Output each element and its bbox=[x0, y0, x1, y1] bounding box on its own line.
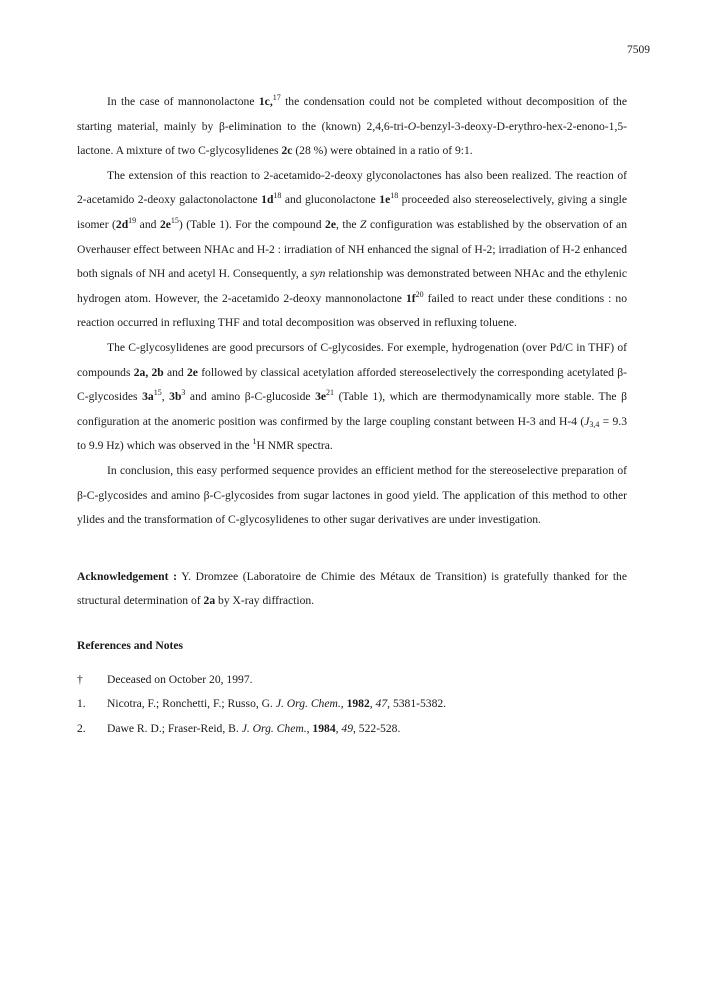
reference-superscript: 21 bbox=[326, 388, 335, 398]
page-number: 7509 bbox=[627, 44, 650, 56]
text-run: and bbox=[136, 217, 160, 231]
compound-label: 2c bbox=[281, 144, 293, 158]
paragraph-conclusion: In conclusion, this easy performed sequence provides an efficient method for the stereoselective preparation of β-C-glycosides and amino β-C-glycosides from sugar lactones in good yield. The application of this method to other ylides and the transformation of C-glycosylidenes to other sugar derivatives are under investigation. bbox=[77, 463, 627, 527]
compound-label: 2a, 2b bbox=[133, 365, 164, 379]
compound-label: 2e bbox=[159, 217, 171, 231]
compound-label: 2d bbox=[115, 217, 129, 231]
text-run: , the bbox=[335, 217, 361, 231]
text-run: (28 %) were obtained in a ratio of 9:1. bbox=[292, 144, 473, 158]
reference-year: 1984 bbox=[312, 722, 336, 736]
compound-label: 3b bbox=[169, 390, 182, 404]
reference-item bbox=[77, 668, 627, 693]
text-run: and amino β-C-glucoside bbox=[185, 390, 316, 404]
reference-text bbox=[107, 692, 627, 717]
text-run: The extension of this reaction to 2-acetamido-2-deoxy glyconolactones has also been realized. The reaction of 2-acetamido 2-deoxy galactonolactone bbox=[77, 168, 627, 207]
compound-label: 1d bbox=[261, 193, 274, 207]
text-run: , bbox=[369, 697, 376, 711]
text-run: , bbox=[306, 722, 313, 736]
reference-text: Deceased on October 20, 1997. bbox=[107, 672, 253, 686]
reference-marker: 1. bbox=[77, 697, 86, 711]
compound-label: 2a bbox=[203, 594, 216, 608]
text-run: Y. Dromzee (Laboratoire de Chimie des Métaux de Transition) is gratefully thanked for the structural determination of bbox=[77, 569, 627, 608]
text-run: and gluconolactone bbox=[281, 193, 380, 207]
text-run: , bbox=[340, 697, 347, 711]
italic-term: Z bbox=[360, 217, 367, 231]
coupling-constant-subscript: 3,4 bbox=[589, 419, 600, 429]
references-heading: References and Notes bbox=[77, 638, 184, 652]
text-run: ) (Table 1). For the compound bbox=[178, 217, 326, 231]
italic-term: syn bbox=[310, 267, 326, 281]
text-run: followed by classical acetylation afforded stereoselectively the corresponding acetylated β-C-glycosides bbox=[77, 365, 627, 404]
article-body bbox=[77, 90, 627, 742]
paragraph-acetamido-extension bbox=[77, 164, 627, 336]
acknowledgement-label: Acknowledgement : bbox=[77, 569, 177, 583]
text-run: = 9.3 to 9.9 Hz) which was observed in the bbox=[77, 414, 627, 453]
reference-superscript: 18 bbox=[390, 191, 399, 201]
reference-superscript: 19 bbox=[128, 215, 137, 225]
reference-superscript: 17 bbox=[272, 93, 281, 102]
text-run: proceeded also stereoselectively, giving a single isomer ( bbox=[77, 193, 627, 231]
reference-volume: 49 bbox=[341, 722, 353, 736]
text-run: H NMR spectra. bbox=[256, 439, 333, 453]
reference-superscript: 15 bbox=[153, 388, 162, 398]
reference-year: 1982 bbox=[346, 697, 370, 711]
compound-label: 2e bbox=[325, 217, 336, 231]
text-run: the condensation could not be completed without decomposition of the starting material, mainly by β-elimination to the (known) 2,4,6-tri- bbox=[77, 95, 628, 133]
reference-superscript: 18 bbox=[273, 191, 282, 201]
compound-label: 1c, bbox=[258, 95, 273, 108]
reference-marker: 2. bbox=[77, 722, 86, 736]
reference-journal: J. Org. Chem. bbox=[275, 697, 341, 711]
references-list bbox=[77, 668, 627, 742]
text-run: and bbox=[163, 365, 187, 379]
coupling-constant-symbol: J bbox=[584, 414, 590, 428]
text-run: , bbox=[161, 390, 170, 404]
acknowledgement bbox=[77, 565, 627, 614]
compound-label: 1f bbox=[405, 291, 416, 305]
text-run: configuration was established by the observation of an Overhauser effect between NHAc and H-2 : irradiation of NH enhanced the signal of H-2; irradiation of H-2 enhanced both signals of NH and acetyl H. Consequently, a bbox=[77, 217, 628, 281]
paragraph-mannonolactone bbox=[77, 90, 627, 164]
reference-superscript: 20 bbox=[415, 289, 424, 299]
compound-label: 1e bbox=[379, 193, 391, 207]
text-run: (Table 1), which are thermodynamically more stable. The β configuration at the anomeric position was confirmed by the large coupling constant between H-3 and H-4 ( bbox=[77, 390, 628, 428]
reference-pages: , 5381-5382. bbox=[387, 697, 447, 711]
reference-superscript: 15 bbox=[170, 215, 179, 225]
reference-authors: Dawe R. D.; Fraser-Reid, B. bbox=[107, 722, 242, 736]
reference-item bbox=[77, 717, 627, 742]
paragraph-c-glycosides bbox=[77, 336, 627, 459]
compound-label: 3a bbox=[142, 390, 154, 404]
isotope-superscript: 1 bbox=[252, 437, 257, 447]
text-run: by X-ray diffraction. bbox=[215, 594, 315, 608]
compound-label: 3e bbox=[315, 390, 327, 404]
text-run: , bbox=[335, 722, 342, 736]
reference-authors: Nicotra, F.; Ronchetti, F.; Russo, G. bbox=[107, 697, 276, 711]
italic-term: O bbox=[407, 119, 417, 133]
text-run: -benzyl-3-deoxy-D-erythro-hex-2-enono-1,5-lactone. A mixture of two C-glycosylidenes bbox=[77, 119, 627, 158]
text-run: relationship was demonstrated between NHAc and the ethylenic hydrogen atom. However, the 2-acetamido 2-deoxy mannonolactone bbox=[77, 267, 628, 305]
text-run: failed to react under these conditions : no reaction occurred in refluxing THF and total decomposition was observed in refluxing toluene. bbox=[77, 291, 627, 330]
reference-pages: , 522-528. bbox=[353, 722, 401, 736]
reference-marker: † bbox=[77, 672, 83, 686]
reference-journal: J. Org. Chem. bbox=[241, 722, 307, 736]
text-run: In the case of mannonolactone bbox=[107, 95, 259, 108]
compound-label: 2e bbox=[186, 365, 198, 379]
reference-volume: 47 bbox=[375, 697, 388, 711]
text-run: The C-glycosylidenes are good precursors of C-glycosides. For exemple, hydrogenation (over Pd/C in THF) of compounds bbox=[77, 340, 627, 379]
reference-item bbox=[77, 692, 627, 717]
reference-superscript: 3 bbox=[181, 388, 186, 398]
reference-text bbox=[107, 717, 627, 742]
